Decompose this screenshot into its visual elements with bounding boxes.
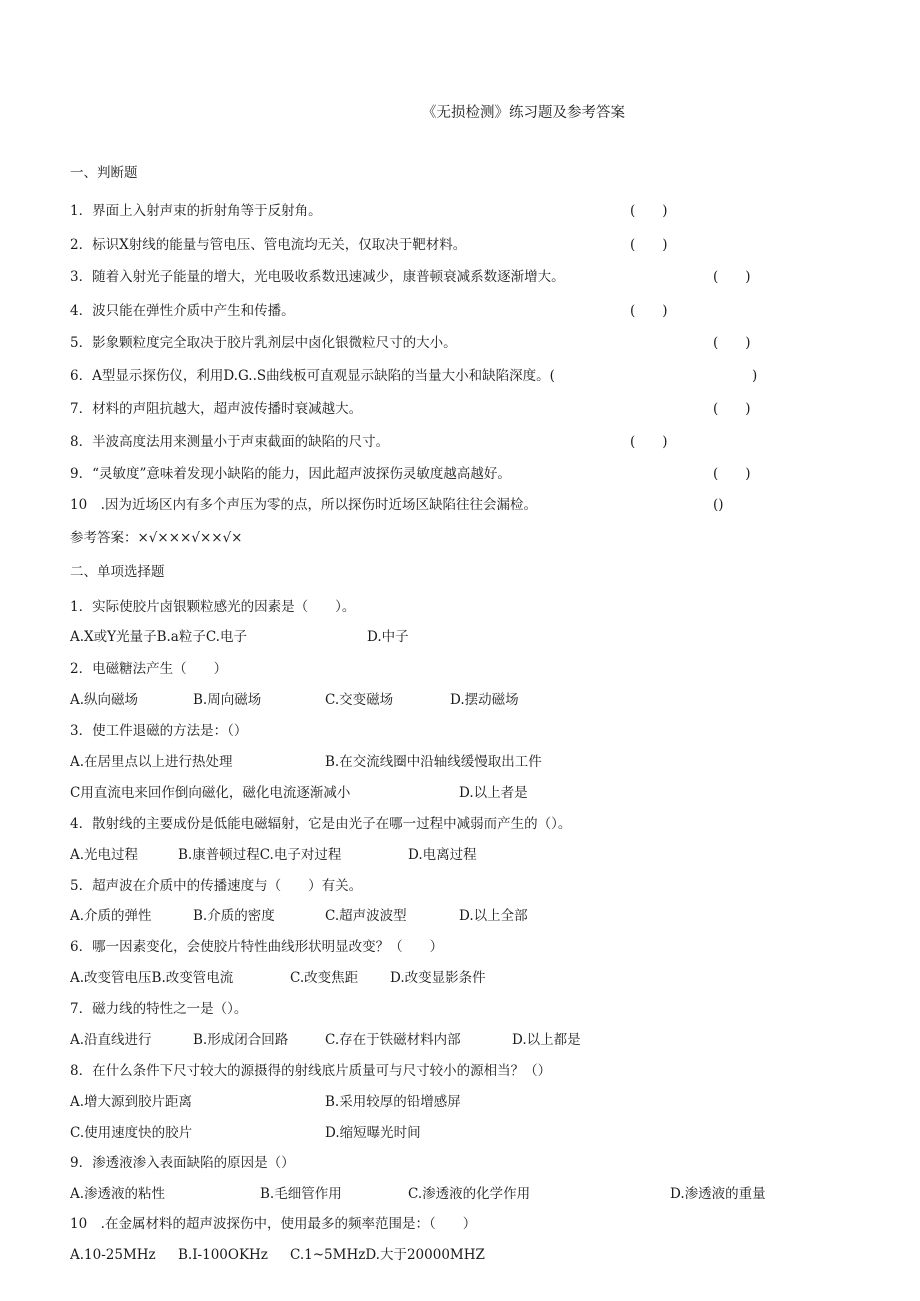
tf-answer-blank-4: ( ) xyxy=(630,303,668,319)
tf-answer-blank-10: () xyxy=(713,497,724,513)
mc-option-5b: B.介质的密度 xyxy=(193,908,275,924)
tf-answer-blank-7: ( ) xyxy=(713,401,751,417)
tf-question-1: 1．界面上入射声束的折射角等于反射角。 xyxy=(70,203,322,219)
mc-option-4bc: B.康普顿过程C.电子对过程 xyxy=(178,847,342,863)
tf-answer-blank-5: ( ) xyxy=(713,335,751,351)
mc-option-7a: A.沿直线进行 xyxy=(70,1032,152,1048)
section-heading-true-false: 一、判断题 xyxy=(70,165,138,181)
mc-option-9b: B.毛细管作用 xyxy=(260,1186,342,1202)
mc-option-7b: B.形成闭合回路 xyxy=(193,1032,289,1048)
mc-options-1a: A.X或Y光量子B.a粒子C.电子 xyxy=(70,629,247,645)
mc-option-10cd: C.1~5MHzD.大于20000MHZ xyxy=(290,1247,485,1263)
tf-question-4: 4．波只能在弹性介质中产生和传播。 xyxy=(70,303,295,319)
tf-question-5: 5．影象颗粒度完全取决于胶片乳剂层中卤化银微粒尺寸的大小。 xyxy=(70,335,457,351)
tf-question-3: 3．随着入射光子能量的增大，光电吸收系数迅速减少，康普顿衰减系数逐渐增大。 xyxy=(70,269,565,285)
mc-option-7c: C.存在于铁磁材料内部 xyxy=(325,1032,461,1048)
tf-answer-blank-8: ( ) xyxy=(630,434,668,450)
tf-question-6: 6．A型显示探伤仪，利用D.G..S曲线板可直观显示缺陷的当量大小和缺陷深度。( xyxy=(70,368,555,384)
mc-question-1: 1．实际使胶片卤银颗粒感光的因素是（ ）。 xyxy=(70,599,356,615)
tf-question-8: 8．半波高度法用来测量小于声束截面的缺陷的尺寸。 xyxy=(70,434,390,450)
mc-option-5d: D.以上全部 xyxy=(459,908,528,924)
mc-option-2d: D.摆动磁场 xyxy=(450,692,519,708)
mc-question-10: 10 .在金属材料的超声波探伤中，使用最多的频率范围是：（ ） xyxy=(70,1216,477,1232)
mc-option-8a: A.增大源到胶片距离 xyxy=(70,1094,193,1110)
tf-answer-blank-3: ( ) xyxy=(713,269,751,285)
true-false-answer-key: 参考答案：×√×××√××√× xyxy=(70,530,243,546)
tf-answer-blank-9: ( ) xyxy=(713,466,751,482)
tf-question-9: 9．“灵敏度”意味着发现小缺陷的能力，因此超声波探伤灵敏度越高越好。 xyxy=(70,466,511,482)
tf-question-10: 10 .因为近场区内有多个声压为零的点，所以探伤时近场区缺陷往往会漏检。 xyxy=(70,497,537,513)
mc-option-9c: C.渗透液的化学作用 xyxy=(408,1186,531,1202)
tf-question-2: 2．标识X射线的能量与管电压、管电流均无关，仅取决于靶材料。 xyxy=(70,237,467,253)
mc-option-5a: A.介质的弹性 xyxy=(70,908,152,924)
mc-question-4: 4．散射线的主要成份是低能电磁辐射，它是由光子在哪一过程中减弱而产生的（）。 xyxy=(70,816,572,832)
mc-option-6ab: A.改变管电压B.改变管电流 xyxy=(70,970,234,986)
mc-question-7: 7．磁力线的特性之一是（）。 xyxy=(70,1001,248,1017)
mc-question-2: 2．电磁糖法产生（ ） xyxy=(70,661,228,677)
mc-option-10a: A.10-25MHz xyxy=(70,1247,156,1263)
mc-question-3: 3．使工件退磁的方法是：（） xyxy=(70,723,248,739)
mc-option-2c: C.交变磁场 xyxy=(325,692,394,708)
mc-option-9d: D.渗透液的重量 xyxy=(670,1186,766,1202)
mc-option-3c: C用直流电来回作倒向磁化，磁化电流逐渐减小 xyxy=(70,785,351,801)
mc-option-8d: D.缩短曝光时间 xyxy=(325,1125,421,1141)
mc-option-7d: D.以上都是 xyxy=(512,1032,581,1048)
mc-option-4a: A.光电过程 xyxy=(70,847,139,863)
mc-option-3b: B.在交流线圈中沿轴线缓慢取出工件 xyxy=(325,754,542,770)
mc-question-9: 9．渗透液渗入表面缺陷的原因是（） xyxy=(70,1155,295,1171)
mc-option-3a: A.在居里点以上进行热处理 xyxy=(70,754,233,770)
mc-question-8: 8．在什么条件下尺寸较大的源摄得的射线底片质量可与尺寸较小的源相当？（） xyxy=(70,1063,552,1079)
section-heading-single-choice: 二、单项选择题 xyxy=(70,564,165,580)
mc-option-5c: C.超声波波型 xyxy=(325,908,407,924)
mc-option-6c: C.改变焦距 xyxy=(290,970,359,986)
mc-option-6d: D.改变显影条件 xyxy=(390,970,486,986)
mc-option-10b: B.I-100OKHz xyxy=(178,1247,268,1263)
tf-answer-blank-2: ( ) xyxy=(630,237,668,253)
mc-option-1d: D.中子 xyxy=(367,629,409,645)
mc-option-3d: D.以上者是 xyxy=(459,785,528,801)
mc-option-4d: D.电离过程 xyxy=(408,847,477,863)
tf-answer-blank-1: ( ) xyxy=(630,203,668,219)
mc-question-6: 6．哪一因素变化，会使胶片特性曲线形状明显改变？（ ） xyxy=(70,939,444,955)
mc-option-9a: A.渗透液的粘性 xyxy=(70,1186,166,1202)
tf-answer-blank-6: ) xyxy=(752,368,758,384)
mc-option-8c: C.使用速度快的胶片 xyxy=(70,1125,193,1141)
mc-question-5: 5．超声波在介质中的传播速度与（ ）有关。 xyxy=(70,878,363,894)
mc-option-8b: B.采用较厚的铅增感屏 xyxy=(325,1094,461,1110)
document-title: 《无损检测》练习题及参考答案 xyxy=(422,105,625,121)
tf-question-7: 7．材料的声阻抗越大，超声波传播时衰减越大。 xyxy=(70,401,363,417)
mc-option-2a: A.纵向磁场 xyxy=(70,692,139,708)
mc-option-2b: B.周向磁场 xyxy=(193,692,262,708)
